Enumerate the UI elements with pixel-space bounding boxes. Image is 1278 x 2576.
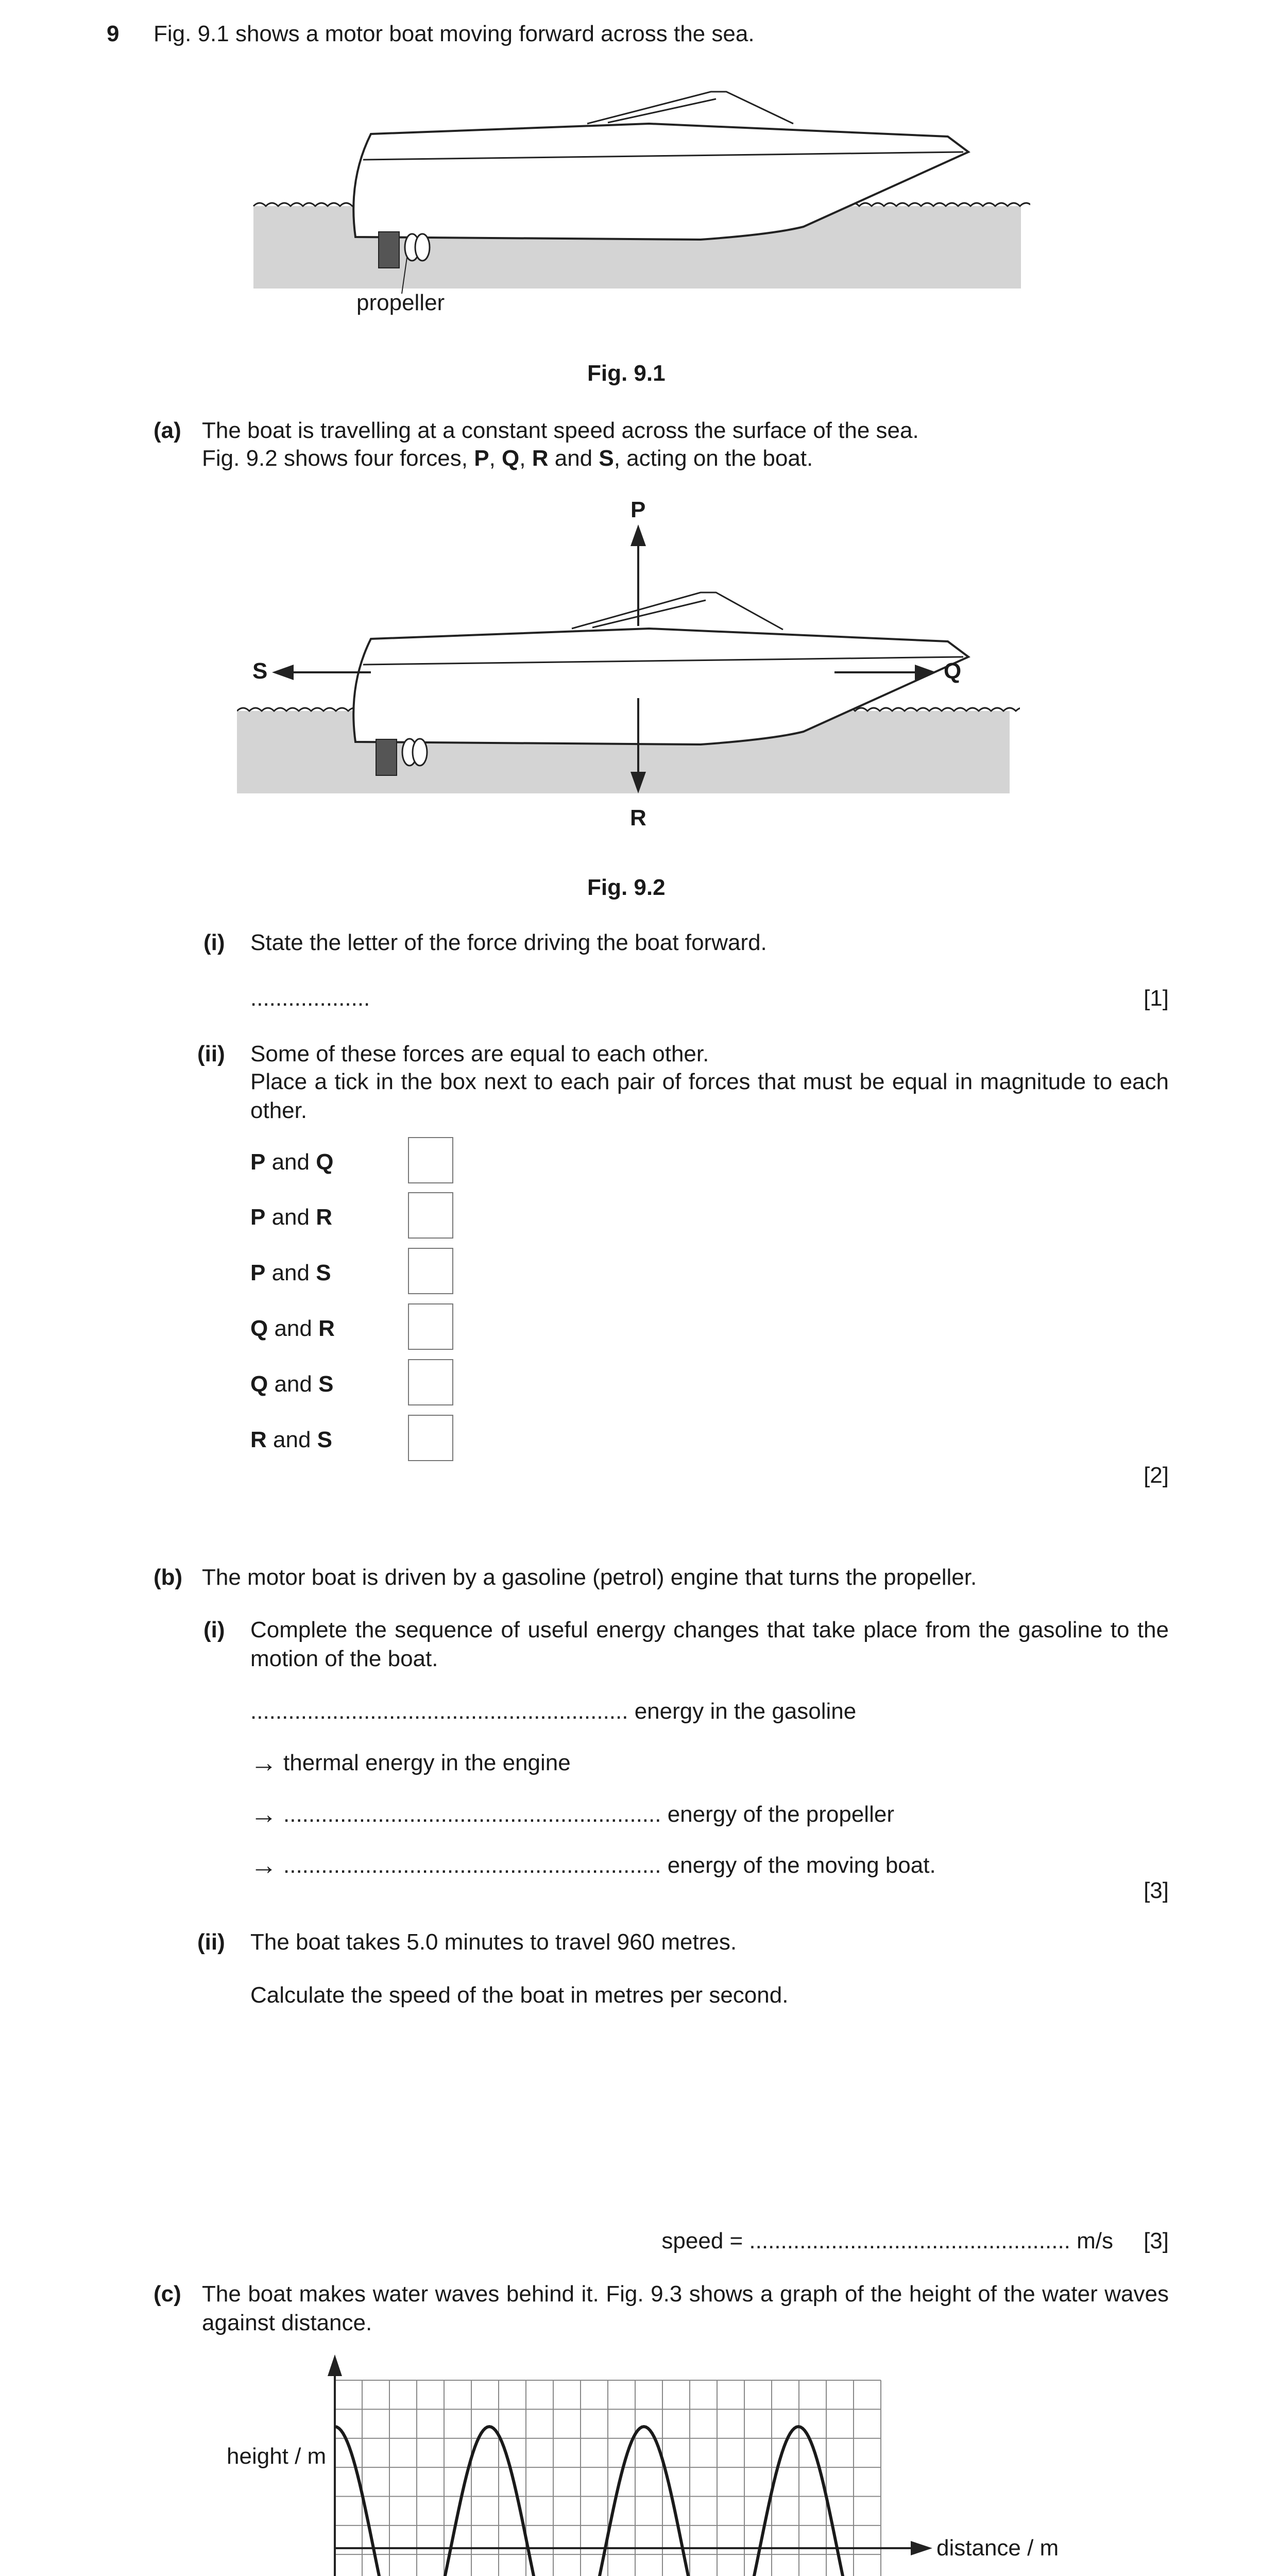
option-first: P — [250, 1260, 266, 1285]
part-c-label: (c) — [154, 2281, 181, 2307]
part-a-i-answer-line[interactable]: ................... — [250, 986, 370, 1011]
boat-windscreen — [572, 592, 783, 630]
option-first: Q — [250, 1371, 268, 1397]
energy-line-1[interactable]: ............................................................ energy in the gasoline — [250, 1699, 857, 1724]
arrow-icon: → — [250, 1800, 277, 1829]
force-s-arrow — [272, 665, 371, 680]
fig-9-2-caption: Fig. 9.2 — [587, 875, 666, 900]
part-b-ii-marks: [3] — [1144, 2228, 1169, 2253]
option-and: and — [268, 1371, 319, 1397]
part-a-i-text: State the letter of the force driving the boat forward. — [250, 930, 767, 955]
part-b-ii-line2: Calculate the speed of the boat in metres per second. — [250, 1982, 789, 2008]
option-second: R — [318, 1316, 335, 1341]
option-and: and — [265, 1149, 316, 1175]
part-a-line1: The boat is travelling at a constant speed across the surface of the sea. — [202, 418, 919, 443]
option-and: and — [266, 1427, 317, 1452]
option-row-3 — [250, 1259, 331, 1287]
force-p-inline: P — [474, 446, 489, 471]
option-row-4 — [250, 1314, 335, 1343]
x-axis-label: distance / m — [936, 2535, 1059, 2561]
part-b-label: (b) — [154, 1565, 183, 1590]
energy-line-4[interactable]: ............................................................ energy of the moving boat. — [283, 1853, 936, 1878]
part-b-i-label: (i) — [203, 1617, 225, 1642]
option-first: P — [250, 1205, 266, 1230]
boat-windscreen — [587, 92, 793, 124]
option-row-5 — [250, 1370, 333, 1399]
part-a-i-label: (i) — [203, 930, 225, 955]
part-a-ii-line2: Place a tick in the box next to each pair of forces that must be equal in magnitude to each other. — [250, 1069, 1169, 1123]
force-p-label: P — [631, 497, 646, 522]
option-and: and — [265, 1260, 316, 1285]
tick-box-p-q[interactable] — [408, 1137, 453, 1183]
part-a-line2 — [202, 444, 813, 473]
and-word: and — [548, 446, 599, 471]
boat-windscreen-inner — [592, 600, 706, 628]
part-a-ii-label: (ii) — [197, 1041, 225, 1066]
part-b-ii-line1: The boat takes 5.0 minutes to travel 960 metres. — [250, 1929, 737, 1955]
arrow-icon: → — [250, 1851, 277, 1880]
part-a-label: (a) — [154, 418, 181, 443]
line2-end: , acting on the boat. — [614, 446, 813, 471]
y-axis-label: height / m — [227, 2444, 327, 2469]
force-q-label: Q — [944, 658, 962, 684]
tick-box-q-r[interactable] — [408, 1303, 453, 1350]
option-and: and — [265, 1205, 316, 1230]
part-a-ii-marks: [2] — [1144, 1463, 1169, 1488]
part-b-i-text: Complete the sequence of useful energy changes that take place from the gasoline to the motion of the boat. — [250, 1617, 1169, 1671]
part-c-text: The boat makes water waves behind it. Fig. 9.3 shows a graph of the height of the water waves against distance. — [202, 2281, 1169, 2335]
fig-9-1-boat-diagram — [247, 77, 1030, 325]
option-second: S — [316, 1260, 331, 1285]
option-row-2 — [250, 1203, 332, 1232]
comma: , — [519, 446, 532, 471]
option-second: Q — [316, 1149, 334, 1175]
tick-box-p-s[interactable] — [408, 1248, 453, 1294]
comma: , — [489, 446, 502, 471]
energy-line-2: thermal energy in the engine — [283, 1750, 571, 1775]
fig-9-3-wave-graph — [309, 2349, 948, 2576]
x-axis — [335, 2541, 932, 2555]
fig-9-2-forces-diagram — [237, 489, 1020, 829]
y-axis — [328, 2354, 342, 2576]
fig-9-1-caption: Fig. 9.1 — [587, 361, 666, 386]
option-second: S — [317, 1427, 333, 1452]
option-second: S — [318, 1371, 334, 1397]
force-r-inline: R — [532, 446, 549, 471]
option-row-6 — [250, 1426, 332, 1454]
option-second: R — [316, 1205, 333, 1230]
question-number: 9 — [107, 21, 120, 46]
part-b-i-marks: [3] — [1144, 1878, 1169, 1903]
part-a-i-marks: [1] — [1144, 986, 1169, 1011]
part-b-ii-label: (ii) — [197, 1929, 225, 1955]
graph-grid — [335, 2380, 881, 2576]
option-row-1 — [250, 1148, 333, 1177]
force-s-inline: S — [599, 446, 614, 471]
option-first: P — [250, 1149, 266, 1175]
force-s-label: S — [252, 658, 268, 684]
line2-start: Fig. 9.2 shows four forces, — [202, 446, 474, 471]
arrow-icon: → — [250, 1748, 277, 1778]
option-first: R — [250, 1427, 267, 1452]
tick-box-p-r[interactable] — [408, 1192, 453, 1239]
tick-box-r-s[interactable] — [408, 1415, 453, 1461]
part-a-ii-line1: Some of these forces are equal to each other. — [250, 1041, 709, 1066]
part-b-text: The motor boat is driven by a gasoline (petrol) engine that turns the propeller. — [202, 1565, 977, 1590]
force-q-inline: Q — [502, 446, 520, 471]
propeller-label: propeller — [356, 290, 445, 315]
tick-box-q-s[interactable] — [408, 1359, 453, 1405]
speed-answer-line[interactable]: speed = ................................................... m/s — [661, 2228, 1113, 2253]
option-and: and — [268, 1316, 319, 1341]
force-r-label: R — [630, 805, 646, 831]
boat-windscreen-inner — [608, 99, 716, 123]
energy-line-3[interactable]: ............................................................ energy of the propeller — [283, 1802, 894, 1827]
question-intro: Fig. 9.1 shows a motor boat moving forward across the sea. — [154, 21, 755, 46]
option-first: Q — [250, 1316, 268, 1341]
